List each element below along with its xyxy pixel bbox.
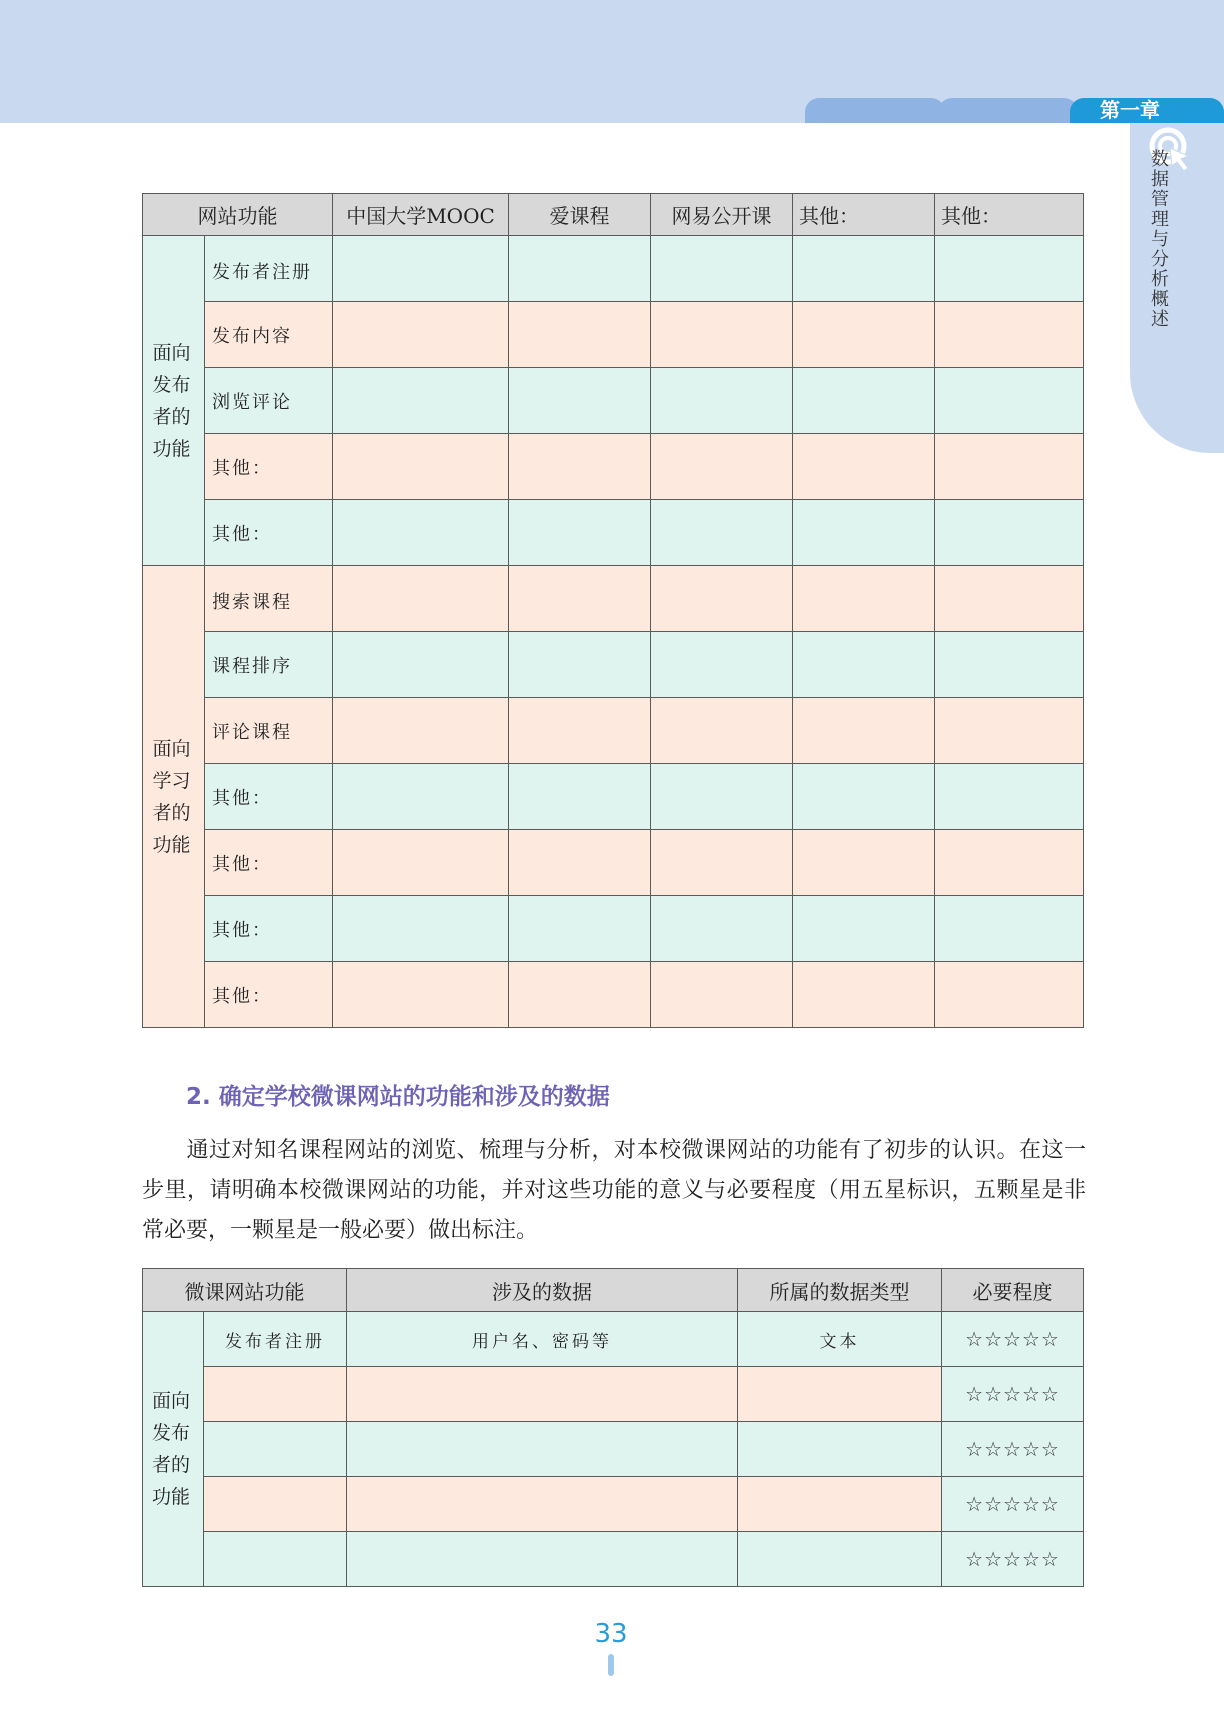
row-label: 其他： <box>205 764 333 830</box>
header-cell: 微课网站功能 <box>143 1269 347 1312</box>
input-cell[interactable] <box>333 632 509 698</box>
type-cell[interactable] <box>738 1477 942 1532</box>
table-row <box>143 764 1084 830</box>
table-row <box>143 962 1084 1028</box>
type-cell[interactable] <box>738 1367 942 1422</box>
input-cell[interactable] <box>935 368 1084 434</box>
input-cell[interactable] <box>793 830 935 896</box>
function-data-table <box>142 1268 1084 1587</box>
header-cell: 爱课程 <box>509 194 651 236</box>
row-label: 浏览评论 <box>205 368 333 434</box>
input-cell[interactable] <box>793 434 935 500</box>
function-cell[interactable] <box>204 1367 347 1422</box>
input-cell[interactable] <box>509 500 651 566</box>
row-label: 其他： <box>205 434 333 500</box>
input-cell[interactable] <box>333 500 509 566</box>
input-cell[interactable] <box>509 764 651 830</box>
input-cell[interactable] <box>333 302 509 368</box>
input-cell[interactable] <box>651 500 793 566</box>
data-cell[interactable] <box>347 1367 738 1422</box>
input-cell[interactable] <box>651 236 793 302</box>
row-label: 搜索课程 <box>205 566 333 632</box>
header-cell: 其他： <box>793 194 935 236</box>
input-cell[interactable] <box>793 764 935 830</box>
function-cell[interactable] <box>204 1532 347 1587</box>
data-cell[interactable] <box>347 1477 738 1532</box>
website-comparison-table <box>142 193 1084 1028</box>
input-cell[interactable] <box>935 632 1084 698</box>
group-label: 面向发布者的功能 <box>143 1312 204 1587</box>
table-row <box>143 236 1084 302</box>
input-cell[interactable] <box>793 566 935 632</box>
star-rating[interactable]: ☆☆☆☆☆ <box>942 1532 1084 1587</box>
input-cell[interactable] <box>651 698 793 764</box>
chapter-tab: 第一章 <box>1070 98 1224 123</box>
input-cell[interactable] <box>935 698 1084 764</box>
table-row <box>143 566 1084 632</box>
group-label: 面向学习者的功能 <box>143 566 205 1028</box>
input-cell[interactable] <box>333 698 509 764</box>
input-cell[interactable] <box>651 368 793 434</box>
input-cell[interactable] <box>509 830 651 896</box>
input-cell[interactable] <box>935 830 1084 896</box>
table-row <box>143 632 1084 698</box>
table-row <box>143 1422 1084 1477</box>
input-cell[interactable] <box>509 896 651 962</box>
star-rating[interactable]: ☆☆☆☆☆ <box>942 1422 1084 1477</box>
input-cell[interactable] <box>333 962 509 1028</box>
input-cell[interactable] <box>935 566 1084 632</box>
input-cell[interactable] <box>935 434 1084 500</box>
header-cell: 所属的数据类型 <box>738 1269 942 1312</box>
function-cell[interactable] <box>204 1477 347 1532</box>
section-heading: 2. 确定学校微课网站的功能和涉及的数据 <box>186 1084 610 1110</box>
header-cell: 网易公开课 <box>651 194 793 236</box>
table-row <box>143 1367 1084 1422</box>
star-rating[interactable]: ☆☆☆☆☆ <box>942 1477 1084 1532</box>
input-cell[interactable] <box>935 764 1084 830</box>
function-cell[interactable] <box>204 1422 347 1477</box>
table-row <box>143 896 1084 962</box>
input-cell[interactable] <box>793 302 935 368</box>
row-label: 其他： <box>205 830 333 896</box>
table-row <box>143 1312 1084 1367</box>
function-cell[interactable]: 发布者注册 <box>204 1312 347 1367</box>
input-cell[interactable] <box>509 236 651 302</box>
input-cell[interactable] <box>333 236 509 302</box>
input-cell[interactable] <box>651 566 793 632</box>
data-cell[interactable] <box>347 1532 738 1587</box>
input-cell[interactable] <box>935 500 1084 566</box>
input-cell[interactable] <box>509 566 651 632</box>
header-cell: 网站功能 <box>143 194 333 236</box>
type-cell[interactable]: 文本 <box>738 1312 942 1367</box>
input-cell[interactable] <box>509 302 651 368</box>
input-cell[interactable] <box>651 434 793 500</box>
row-label: 发布内容 <box>205 302 333 368</box>
input-cell[interactable] <box>509 962 651 1028</box>
table-row <box>143 434 1084 500</box>
table-row <box>143 830 1084 896</box>
input-cell[interactable] <box>333 434 509 500</box>
table-row <box>143 1477 1084 1532</box>
input-cell[interactable] <box>793 896 935 962</box>
input-cell[interactable] <box>935 896 1084 962</box>
page-number: 33 <box>594 1619 628 1649</box>
input-cell[interactable] <box>935 236 1084 302</box>
type-cell[interactable] <box>738 1532 942 1587</box>
header-cell: 必要程度 <box>942 1269 1084 1312</box>
table-row <box>143 1532 1084 1587</box>
table-row <box>143 302 1084 368</box>
row-label: 发布者注册 <box>205 236 333 302</box>
input-cell[interactable] <box>793 368 935 434</box>
input-cell[interactable] <box>509 368 651 434</box>
input-cell[interactable] <box>333 830 509 896</box>
input-cell[interactable] <box>651 962 793 1028</box>
input-cell[interactable] <box>935 962 1084 1028</box>
row-label: 其他： <box>205 500 333 566</box>
side-title: 数据管理与分析概述 <box>1151 149 1169 330</box>
star-rating[interactable]: ☆☆☆☆☆ <box>942 1312 1084 1367</box>
input-cell[interactable] <box>509 698 651 764</box>
row-label: 课程排序 <box>205 632 333 698</box>
input-cell[interactable] <box>651 896 793 962</box>
section-paragraph: 通过对知名课程网站的浏览、梳理与分析，对本校微课网站的功能有了初步的认识。在这一步里，请明确本校微课网站的功能，并对这些功能的意义与必要程度（用五星标识，五颗星是非常必要，一颗星是一般必要）做出标注。 <box>142 1138 1086 1243</box>
input-cell[interactable] <box>333 896 509 962</box>
input-cell[interactable] <box>509 434 651 500</box>
row-label: 其他： <box>205 962 333 1028</box>
input-cell[interactable] <box>935 302 1084 368</box>
data-cell[interactable]: 用户名、密码等 <box>347 1312 738 1367</box>
input-cell[interactable] <box>509 632 651 698</box>
input-cell[interactable] <box>651 632 793 698</box>
input-cell[interactable] <box>333 764 509 830</box>
table-header-row <box>143 194 1084 236</box>
input-cell[interactable] <box>651 302 793 368</box>
page-marker <box>608 1654 614 1676</box>
chapter-tab-inactive <box>938 98 1078 123</box>
group-label: 面向发布者的功能 <box>143 236 205 566</box>
data-cell[interactable] <box>347 1422 738 1477</box>
star-rating[interactable]: ☆☆☆☆☆ <box>942 1367 1084 1422</box>
chapter-tab-inactive <box>805 98 945 123</box>
row-label: 评论课程 <box>205 698 333 764</box>
input-cell[interactable] <box>651 764 793 830</box>
header-cell: 其他： <box>935 194 1084 236</box>
input-cell[interactable] <box>793 698 935 764</box>
input-cell[interactable] <box>793 632 935 698</box>
input-cell[interactable] <box>651 830 793 896</box>
type-cell[interactable] <box>738 1422 942 1477</box>
header-cell: 中国大学MOOC <box>333 194 509 236</box>
input-cell[interactable] <box>793 500 935 566</box>
header-cell: 涉及的数据 <box>347 1269 738 1312</box>
table-row <box>143 698 1084 764</box>
table-row <box>143 500 1084 566</box>
table-row <box>143 368 1084 434</box>
row-label: 其他： <box>205 896 333 962</box>
input-cell[interactable] <box>793 962 935 1028</box>
input-cell[interactable] <box>793 236 935 302</box>
input-cell[interactable] <box>333 566 509 632</box>
input-cell[interactable] <box>333 368 509 434</box>
table-header-row <box>143 1269 1084 1312</box>
